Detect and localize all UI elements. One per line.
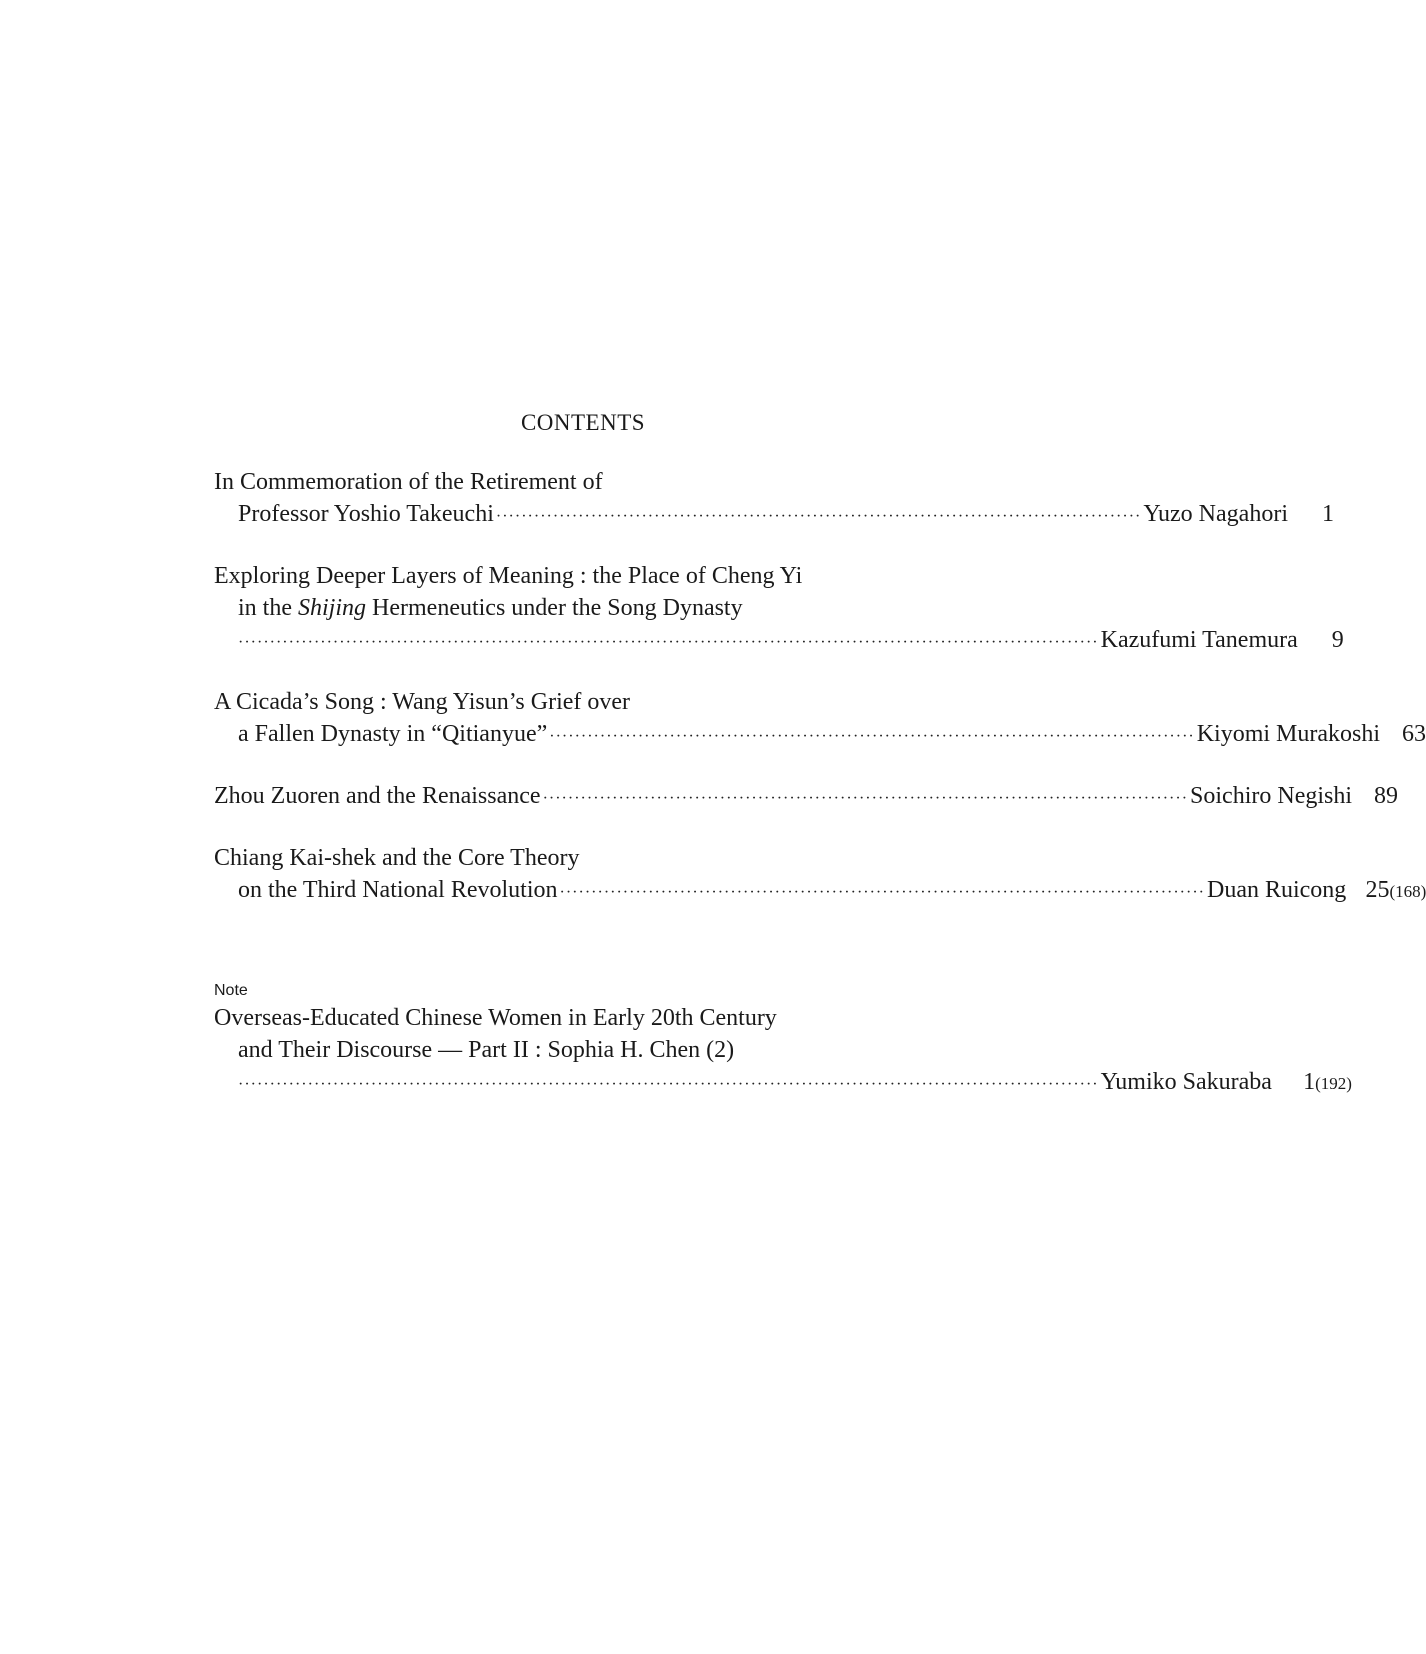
note-page <box>1284 1067 1352 1099</box>
note-label: Note <box>214 982 248 999</box>
toc-entry-5-page-paren: (168) <box>1389 882 1426 901</box>
toc-entry-5-page-number: 25 <box>1365 877 1390 903</box>
toc-entry-5-author: Duan Ruicong <box>1206 877 1347 903</box>
dot-leader: ········································································································································ <box>238 1076 1099 1093</box>
toc-entry-1-page: 1 <box>1321 501 1334 527</box>
note-author: Yumiko Sakuraba <box>1100 1069 1272 1095</box>
note-title-line1: Overseas-Educated Chinese Women in Early 20th Century <box>214 1005 777 1031</box>
toc-entry-3-title-line1: A Cicada’s Song : Wang Yisun’s Grief over <box>214 689 631 715</box>
toc-entry-2-line3 <box>238 625 1344 655</box>
dot-leader: ······································································································ <box>559 884 1205 901</box>
toc-entry-1-title-line1: In Commemoration of the Retirement of <box>214 469 603 495</box>
toc-entry-1-line2 <box>238 499 1334 529</box>
note-page-paren: (192) <box>1315 1074 1352 1093</box>
toc-entry-4-author: Soichiro Negishi <box>1190 783 1353 809</box>
toc-entry-5-title-line2: on the Third National Revolution <box>238 877 558 903</box>
page-title: CONTENTS <box>520 410 646 435</box>
toc-entry-4-title-line1: Zhou Zuoren and the Renaissance <box>214 783 541 809</box>
toc-entry-3-author: Kiyomi Murakoshi <box>1196 721 1381 747</box>
toc-entry-2-title-line2 <box>238 593 1014 623</box>
dot-leader: ······································································································ <box>495 508 1142 525</box>
toc-entry-3-title-line2: a Fallen Dynasty in “Qitianyue” <box>238 721 548 747</box>
dot-leader: ······································································································ <box>549 728 1195 745</box>
dot-leader: ········································································································································ <box>238 634 1099 651</box>
toc-entry-1-author: Yuzo Nagahori <box>1143 501 1288 527</box>
toc-entry-4-page: 89 <box>1374 783 1399 809</box>
toc-entry-5-page <box>1358 875 1426 907</box>
toc-entry-2-title-line2-pre: in the <box>238 595 298 621</box>
toc-entry-2-author: Kazufumi Tanemura <box>1100 627 1298 653</box>
toc-entry-2-title-line2-post: Hermeneutics under the Song Dynasty <box>366 595 743 621</box>
toc-entry-5-line2 <box>238 875 1426 905</box>
toc-entry-1-title-line2: Professor Yoshio Takeuchi <box>238 501 494 527</box>
note-title-line2: and Their Discourse — Part II : Sophia H. Chen (2) <box>238 1037 735 1063</box>
toc-entry-5-title-line1: Chiang Kai-shek and the Core Theory <box>214 845 580 871</box>
toc-entry-2-page: 9 <box>1331 627 1344 653</box>
toc-entry-3-page: 63 <box>1402 721 1426 747</box>
toc-entry-2-title-italic: Shijing <box>298 595 367 621</box>
toc-entry-2-title-line1: Exploring Deeper Layers of Meaning : the Place of Cheng Yi <box>214 563 803 589</box>
toc-entry-4-line1 <box>214 781 1399 811</box>
note-page-number: 1 <box>1303 1069 1316 1095</box>
toc-entry-3-line2 <box>238 719 1426 749</box>
note-line3 <box>238 1067 1352 1097</box>
dot-leader: ······································································································ <box>542 790 1189 807</box>
